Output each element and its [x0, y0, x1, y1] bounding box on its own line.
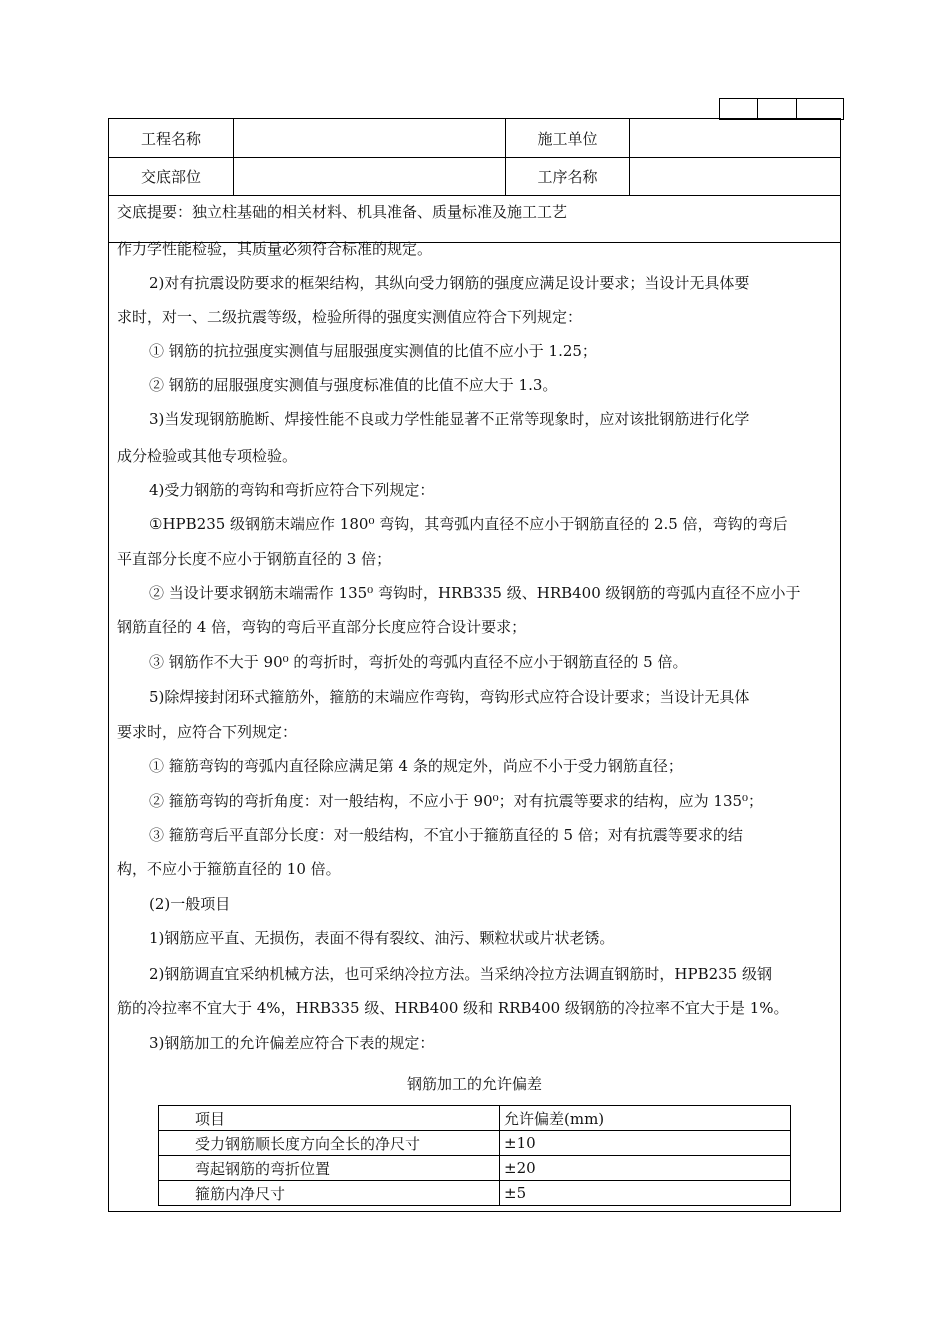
- table-header-cell: 允许偏差(mm): [500, 1106, 791, 1131]
- body-paragraph: 作力学性能检验，其质量必须符合标准的规定。: [117, 240, 433, 258]
- body-paragraph: 5)除焊接封闭环式箍筋外，箍筋的末端应作弯钩，弯钩形式应符合设计要求；当设计无具体: [149, 688, 750, 706]
- table-row: [159, 1131, 791, 1156]
- location-label: 交底部位: [109, 158, 234, 195]
- table-row: [159, 1181, 791, 1206]
- summary-text: 交底提要：独立柱基础的相关材料、机具准备、质量标准及施工工艺: [109, 196, 840, 243]
- table-cell: ±5: [500, 1181, 791, 1206]
- body-paragraph: 1)钢筋应平直、无损伤，表面不得有裂纹、油污、颗粒状或片状老锈。: [149, 929, 615, 947]
- body-paragraph: 求时，对一、二级抗震等级，检验所得的强度实测值应符合下列规定：: [117, 308, 583, 326]
- tolerance-table: [158, 1105, 791, 1206]
- disclosure-form: [108, 118, 841, 1212]
- body-paragraph: 2)对有抗震设防要求的框架结构，其纵向受力钢筋的强度应满足设计要求；当设计无具体要: [149, 274, 750, 292]
- location-field[interactable]: [234, 158, 506, 195]
- body-paragraph: 钢筋直径的 4 倍，弯钩的弯后平直部分长度应符合设计要求；: [117, 618, 527, 636]
- code-box: [719, 98, 758, 120]
- body-paragraph: 3)钢筋加工的允许偏差应符合下表的规定：: [149, 1034, 435, 1052]
- body-paragraph: ①HPB235 级钢筋末端应作 180⁰ 弯钩，其弯弧内直径不应小于钢筋直径的 2.5 倍，弯钩的弯后: [149, 515, 788, 533]
- table-cell: ±10: [500, 1131, 791, 1156]
- table-cell: 弯起钢筋的弯折位置: [159, 1156, 500, 1181]
- body-paragraph: ③ 箍筋弯后平直部分长度：对一般结构，不宜小于箍筋直径的 5 倍；对有抗震等要求的结: [149, 826, 743, 844]
- header-row-2: [109, 158, 840, 196]
- body-paragraph: 4)受力钢筋的弯钩和弯折应符合下列规定：: [149, 481, 435, 499]
- process-label: 工序名称: [506, 158, 630, 195]
- project-name-label: 工程名称: [109, 119, 234, 157]
- header-row-1: [109, 119, 840, 158]
- body-paragraph: 3)当发现钢筋脆断、焊接性能不良或力学性能显著不正常等现象时，应对该批钢筋进行化学: [149, 410, 750, 428]
- body-paragraph: ② 箍筋弯钩的弯折角度：对一般结构，不应小于 90⁰；对有抗震等要求的结构，应为 135⁰；: [149, 792, 764, 810]
- process-field[interactable]: [630, 158, 839, 195]
- body-paragraph: ② 当设计要求钢筋末端需作 135⁰ 弯钩时，HRB335 级、HRB400 级钢筋的弯弧内直径不应小于: [149, 584, 801, 602]
- table-header-row: [159, 1106, 791, 1131]
- body-paragraph: 构，不应小于箍筋直径的 10 倍。: [117, 860, 341, 878]
- table-cell: 箍筋内净尺寸: [159, 1181, 500, 1206]
- body-paragraph: 成分检验或其他专项检验。: [117, 447, 298, 465]
- project-name-field[interactable]: [234, 119, 506, 157]
- body-paragraph: ② 钢筋的屈服强度实测值与强度标准值的比值不应大于 1.3。: [149, 376, 558, 394]
- table-row: [159, 1156, 791, 1181]
- body-paragraph: 筋的冷拉率不宜大于 4%，HRB335 级、HRB400 级和 RRB400 级钢筋的冷拉率不宜大于是 1%。: [117, 999, 789, 1017]
- body-paragraph: 平直部分长度不应小于钢筋直径的 3 倍；: [117, 550, 392, 568]
- contractor-label: 施工单位: [506, 119, 630, 157]
- table-header-cell: 项目: [159, 1106, 500, 1131]
- body-paragraph: ① 钢筋的抗拉强度实测值与屈服强度实测值的比值不应小于 1.25；: [149, 342, 597, 360]
- body-paragraph: 要求时，应符合下列规定：: [117, 723, 298, 741]
- table-cell: ±20: [500, 1156, 791, 1181]
- top-code-boxes: [719, 98, 844, 118]
- body-paragraph: ③ 钢筋作不大于 90⁰ 的弯折时，弯折处的弯弧内直径不应小于钢筋直径的 5 倍。: [149, 653, 688, 671]
- contractor-field[interactable]: [630, 119, 839, 157]
- code-box: [797, 98, 844, 120]
- body-paragraph: (2)一般项目: [149, 895, 231, 913]
- code-box: [758, 98, 797, 120]
- body-paragraph: ① 箍筋弯钩的弯弧内直径除应满足第 4 条的规定外，尚应不小于受力钢筋直径；: [149, 757, 683, 775]
- table-caption: 钢筋加工的允许偏差: [406, 1075, 542, 1093]
- body-paragraph: 2)钢筋调直宜采纳机械方法，也可采纳冷拉方法。当采纳冷拉方法调直钢筋时，HPB235 级钢: [149, 965, 772, 983]
- table-cell: 受力钢筋顺长度方向全长的净尺寸: [159, 1131, 500, 1156]
